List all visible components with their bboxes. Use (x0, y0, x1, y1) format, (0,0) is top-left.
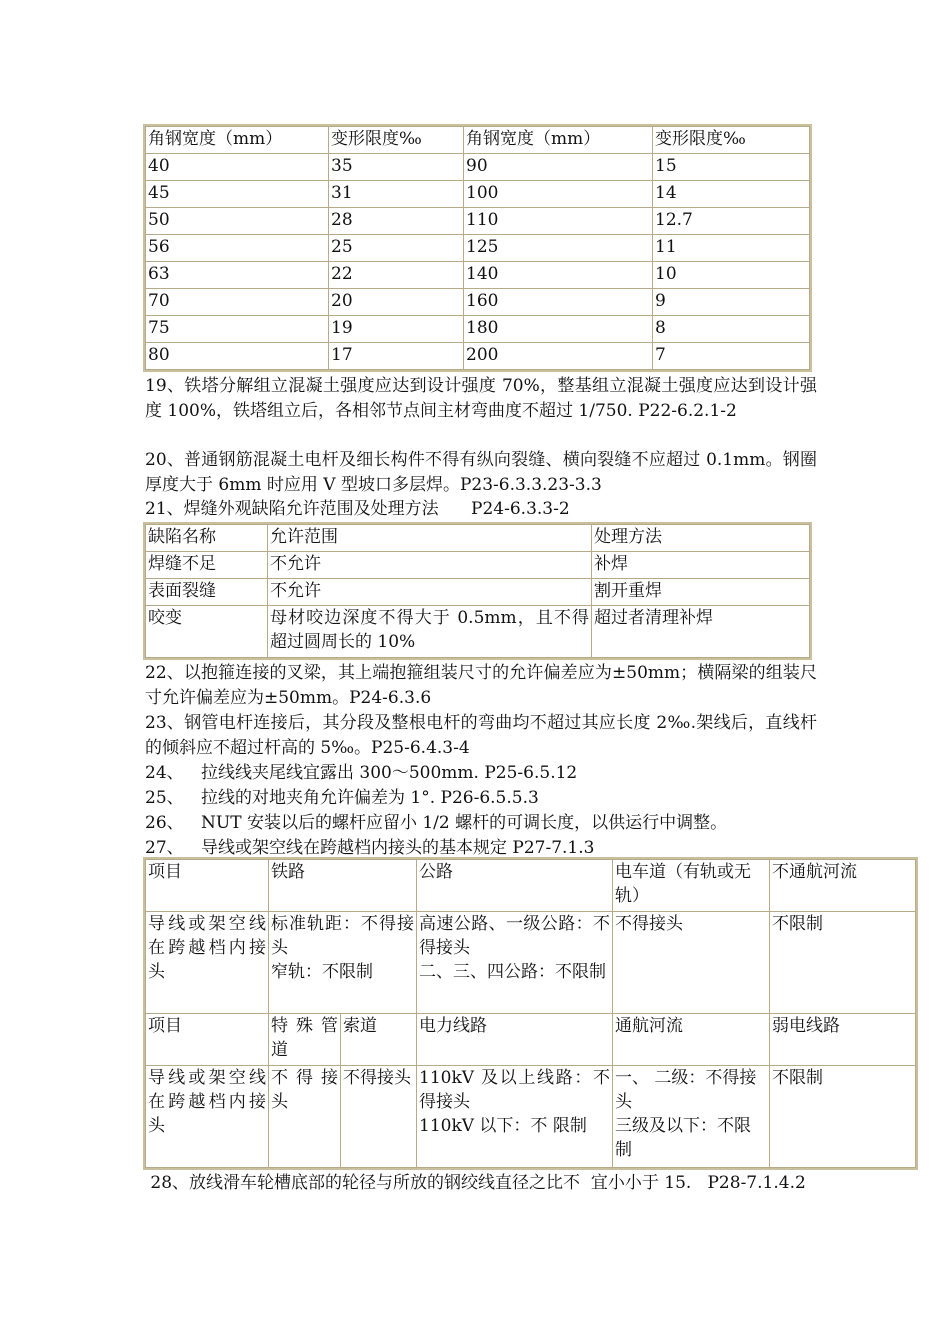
list-text: 拉线的对地夹角允许偏差为 1°. P26-6.5.5.3 (201, 788, 539, 808)
table-cell: 110 (464, 208, 653, 235)
paragraph-25 (145, 786, 817, 811)
table-row (146, 208, 810, 235)
table-cell: 180 (464, 316, 653, 343)
table-row (146, 316, 810, 343)
table-cell: 补焊 (592, 552, 810, 579)
table-row (146, 579, 810, 606)
table-cell: 75 (146, 316, 329, 343)
list-number: 27、 (145, 838, 184, 858)
table-cell (613, 1066, 770, 1168)
table-cell: 电力线路 (417, 1014, 613, 1066)
paragraph-27 (145, 836, 817, 861)
table-row (146, 289, 810, 316)
list-text: 导线或架空线在跨越档内接头的基本规定 P27-7.1.3 (201, 838, 595, 858)
paragraph-24 (145, 761, 817, 786)
table-cell: 45 (146, 181, 329, 208)
table-cell: 导线或架空线在跨越档内接头 (146, 1066, 269, 1168)
table-cell: 140 (464, 262, 653, 289)
table-cell: 160 (464, 289, 653, 316)
table-cell: 9 (653, 289, 810, 316)
paragraph-28: 28、放线滑车轮槽底部的轮径与所放的钢绞线直径之比不 宜小小于 15. P28-7.1.4.2 (145, 1173, 806, 1193)
table-cell: 电车道（有轨或无轨） (613, 860, 770, 912)
table-cell (417, 912, 613, 1014)
table-row (146, 1066, 916, 1168)
table-cell (269, 912, 417, 1014)
table-cell: 22 (329, 262, 464, 289)
table-cell: 咬变 (146, 606, 268, 658)
table-cell: 超过者清理补焊 (592, 606, 810, 658)
table-cell: 100 (464, 181, 653, 208)
paragraph-21: 21、焊缝外观缺陷允许范围及处理方法 P24-6.3.3-2 (145, 499, 570, 519)
table-cell: 17 (329, 343, 464, 370)
table-cell: 弱电线路 (770, 1014, 916, 1066)
table-cell: 母材咬边深度不得大于 0.5mm，且不得超过圆周长的 10% (268, 606, 592, 658)
table-cell: 不通航河流 (770, 860, 916, 912)
table-cell: 不允许 (268, 579, 592, 606)
table-row (146, 912, 916, 1014)
table-cell: 56 (146, 235, 329, 262)
cell-line: 三级及以下：不限制 (615, 1116, 751, 1160)
table-cell: 63 (146, 262, 329, 289)
table-cell: 铁路 (269, 860, 417, 912)
table-cell: 19 (329, 316, 464, 343)
table-cell: 31 (329, 181, 464, 208)
table-cell: 变形限度‰ (329, 127, 464, 154)
cell-line: 110kV 及以上线路：不得接头 (419, 1068, 610, 1112)
table-cell: 特殊管道 (269, 1014, 341, 1066)
table-cell: 11 (653, 235, 810, 262)
table-cell: 35 (329, 154, 464, 181)
crossing-joint-table (145, 859, 916, 1168)
table-cell: 200 (464, 343, 653, 370)
table-cell: 90 (464, 154, 653, 181)
table-cell: 不允许 (268, 552, 592, 579)
table-cell: 80 (146, 343, 329, 370)
table-cell: 角钢宽度（mm） (146, 127, 329, 154)
table-cell: 125 (464, 235, 653, 262)
table-cell: 公路 (417, 860, 613, 912)
table-cell: 导线或架空线在跨越档内接头 (146, 912, 269, 1014)
table-row (146, 262, 810, 289)
table-header-row (146, 525, 810, 552)
table-cell: 项目 (146, 1014, 269, 1066)
cell-line: 标准轨距：不得接头 (271, 914, 414, 958)
table-cell: 50 (146, 208, 329, 235)
cell-line: 高速公路、一级公路：不得接头 (419, 914, 610, 958)
list-number: 24、 (145, 763, 184, 783)
table-row (146, 181, 810, 208)
table-cell: 40 (146, 154, 329, 181)
list-number: 26、 (145, 813, 184, 833)
paragraph-26 (145, 811, 817, 836)
paragraph-20: 20、普通钢筋混凝土电杆及细长构件不得有纵向裂缝、横向裂缝不应超过 0.1mm。钢圈厚度大于 6mm 时应用 V 型坡口多层焊。P23-6.3.3.23-3.3 (145, 450, 817, 495)
table-row (146, 860, 916, 912)
angle-steel-table (145, 126, 810, 370)
table-cell: 索道 (341, 1014, 417, 1066)
table-cell: 割开重焊 (592, 579, 810, 606)
table-cell: 变形限度‰ (653, 127, 810, 154)
table-cell: 7 (653, 343, 810, 370)
list-text: 拉线线夹尾线宜露出 300～500mm. P25-6.5.12 (201, 763, 578, 783)
table-cell: 不限制 (770, 1066, 916, 1168)
table-cell: 缺陷名称 (146, 525, 268, 552)
paragraph-23: 23、钢管电杆连接后，其分段及整根电杆的弯曲均不超过其应长度 2‰.架线后，直线杆的倾斜应不超过杆高的 5‰。P25-6.4.3-4 (145, 713, 817, 758)
table-cell: 8 (653, 316, 810, 343)
table-cell: 10 (653, 262, 810, 289)
table-cell: 允许范围 (268, 525, 592, 552)
table-cell: 70 (146, 289, 329, 316)
table-cell: 20 (329, 289, 464, 316)
list-text: NUT 安装以后的螺杆应留小 1/2 螺杆的可调长度，以供运行中调整。 (201, 813, 728, 833)
cell-line: 110kV 以下：不 限制 (419, 1116, 587, 1136)
table-cell: 角钢宽度（mm） (464, 127, 653, 154)
cell-line: 一、 二级：不得接头 (615, 1068, 757, 1112)
table-row (146, 552, 810, 579)
table-cell: 不得接头 (269, 1066, 341, 1168)
table-cell: 不得接头 (613, 912, 770, 1014)
table-cell (417, 1066, 613, 1168)
cell-line: 二、三、四公路：不限制 (419, 962, 606, 982)
table-cell: 通航河流 (613, 1014, 770, 1066)
table-cell: 项目 (146, 860, 269, 912)
cell-line: 窄轨：不限制 (271, 962, 373, 982)
table-cell: 不限制 (770, 912, 916, 1014)
list-number: 25、 (145, 788, 184, 808)
table-cell: 25 (329, 235, 464, 262)
table-cell: 12.7 (653, 208, 810, 235)
weld-defect-table (145, 524, 810, 658)
table-row (146, 606, 810, 658)
table-header-row (146, 127, 810, 154)
table-cell: 表面裂缝 (146, 579, 268, 606)
paragraph-19: 19、铁塔分解组立混凝土强度应达到设计强度 70%，整基组立混凝土强度应达到设计强度 100%，铁塔组立后，各相邻节点间主材弯曲度不超过 1/750. P22-6.2.1-2 (145, 376, 817, 421)
table-row (146, 343, 810, 370)
table-cell: 处理方法 (592, 525, 810, 552)
table-cell: 15 (653, 154, 810, 181)
table-cell: 不得接头 (341, 1066, 417, 1168)
table-row (146, 235, 810, 262)
table-cell: 14 (653, 181, 810, 208)
table-row (146, 1014, 916, 1066)
table-row (146, 154, 810, 181)
table-cell: 28 (329, 208, 464, 235)
table-cell: 焊缝不足 (146, 552, 268, 579)
paragraph-22: 22、以抱箍连接的叉梁，其上端抱箍组装尺寸的允许偏差应为±50mm；横隔梁的组装尺寸允许偏差应为±50mm。P24-6.3.6 (145, 663, 817, 708)
